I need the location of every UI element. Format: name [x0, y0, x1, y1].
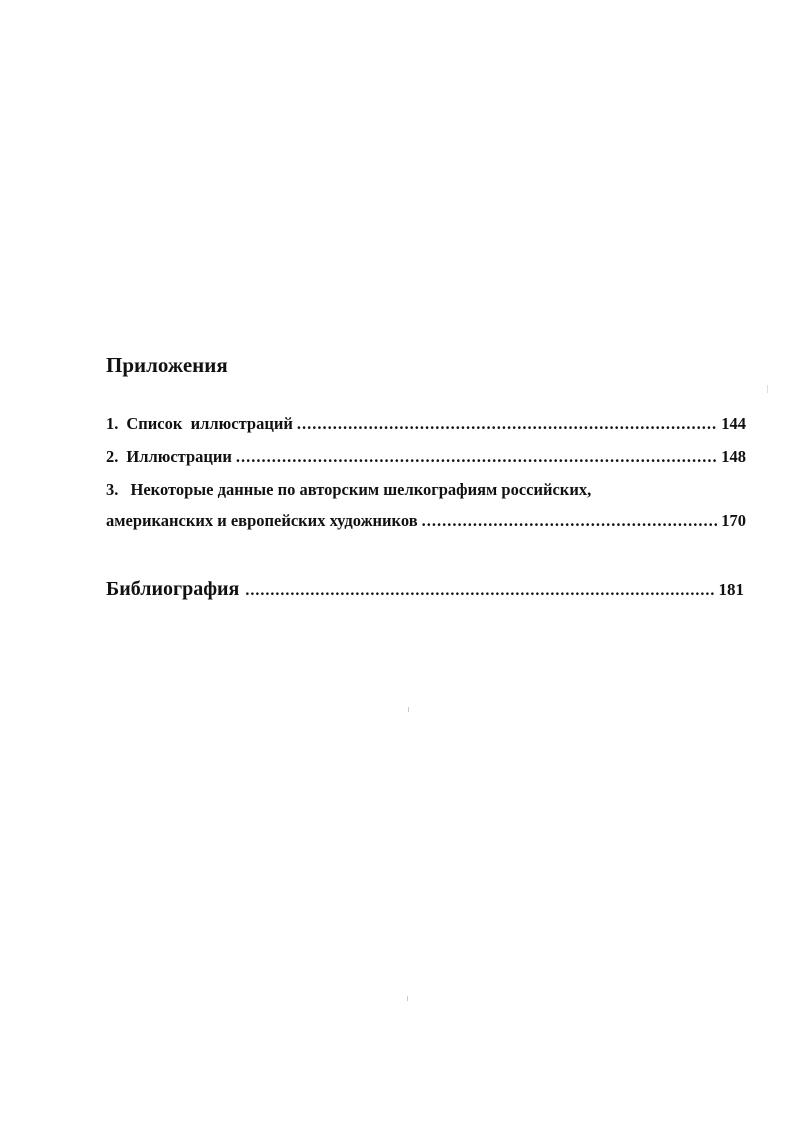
toc-entry-1[interactable] [106, 414, 746, 434]
toc-entry-label: Некоторые данные по авторским шелкографиям российских, [130, 480, 592, 499]
toc-entry-label-continued: американских и европейских художников [106, 511, 418, 530]
toc-entry-bibliography[interactable] [106, 578, 744, 601]
scan-speck [407, 996, 408, 1001]
dot-leader [422, 511, 718, 531]
scan-speck [767, 385, 768, 393]
toc-entry-label: Список иллюстраций [126, 414, 293, 433]
dot-leader [297, 414, 717, 434]
toc-entry-page: 170 [721, 511, 746, 530]
dot-leader [236, 447, 717, 467]
toc-entry-3-line1[interactable] [106, 480, 746, 500]
toc-entry-2[interactable] [106, 447, 746, 467]
toc-entry-label: Иллюстрации [126, 447, 232, 466]
dot-leader [245, 582, 714, 600]
toc-entry-3-line2[interactable] [106, 511, 746, 531]
toc-entry-page: 144 [721, 414, 746, 433]
bibliography-label: Библиография [106, 578, 240, 600]
toc-entry-number: 3. [106, 480, 119, 499]
scan-speck [408, 707, 409, 712]
bibliography-page: 181 [718, 580, 744, 599]
toc-entry-number: 2. [106, 447, 119, 466]
toc-entry-number: 1. [106, 414, 119, 433]
appendix-title: Приложения [106, 353, 228, 377]
toc-entry-page: 148 [721, 447, 746, 466]
